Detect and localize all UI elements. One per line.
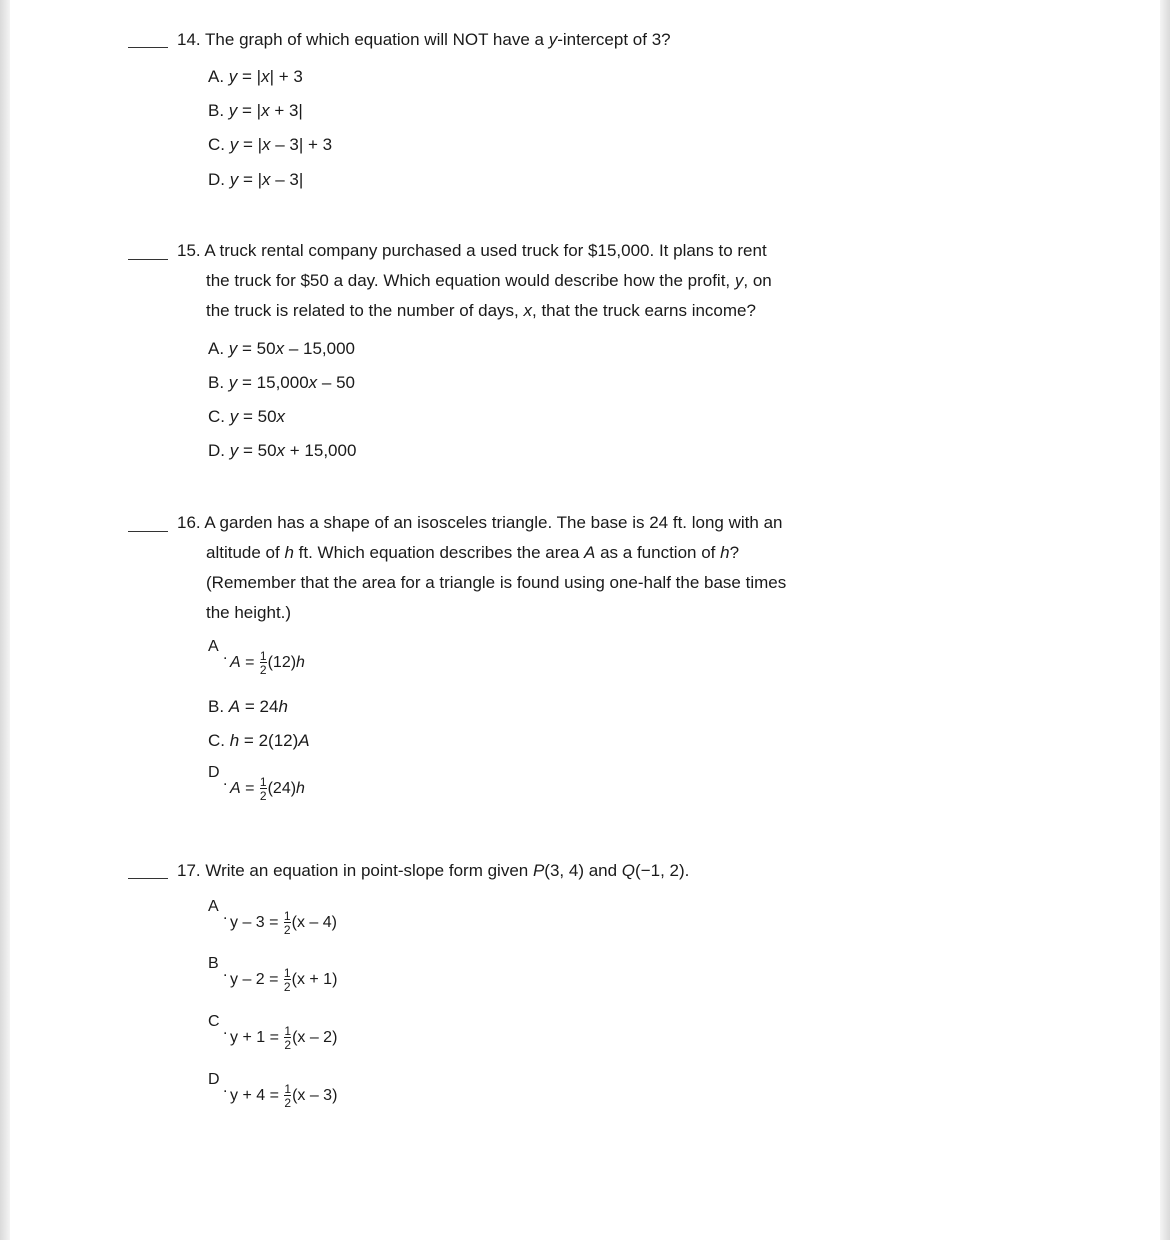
q15-option-b[interactable]: B. y = 15,000x – 50 bbox=[208, 373, 355, 392]
page-edge-left bbox=[0, 0, 10, 1240]
question-15-stem: 15. A truck rental company purchased a used truck for $15,000. It plans to rent the truck for $50 a day. Which equation would describe how the profit, y, on the truck is related to the number of days, x, that the truck earns income? bbox=[177, 241, 772, 320]
answer-blank-15[interactable] bbox=[128, 259, 168, 260]
q15-option-a[interactable]: A. y = 50x – 15,000 bbox=[208, 339, 355, 358]
q15-option-c[interactable]: C. y = 50x bbox=[208, 407, 286, 426]
q16-option-c[interactable]: C. h = 2(12)A bbox=[208, 731, 310, 750]
q16-option-b[interactable]: B. A = 24h bbox=[208, 697, 288, 716]
q14-option-a[interactable]: A. y = |x| + 3 bbox=[208, 67, 303, 86]
q17-option-c[interactable]: C . y + 1 = $\frac{1}{2}$ (x – 2) bbox=[208, 1013, 338, 1052]
q15-option-d[interactable]: D. y = 50x + 15,000 bbox=[208, 441, 357, 460]
question-17-stem: 17. Write an equation in point-slope form given P(3, 4) and Q(−1, 2). bbox=[177, 861, 690, 880]
page-edge-right bbox=[1160, 0, 1170, 1240]
q17-option-d[interactable]: D . y + 4 = $\frac{1}{2}$ (x – 3) bbox=[208, 1071, 338, 1110]
answer-blank-16[interactable] bbox=[128, 531, 168, 532]
q14-option-c[interactable]: C. y = |x – 3| + 3 bbox=[208, 135, 333, 154]
q16-option-a[interactable]: A . A = $\frac{1}{2}$ (12)h bbox=[208, 638, 305, 677]
q17-option-a[interactable]: A . y – 3 = $\frac{1}{2}$ (x – 4) bbox=[208, 898, 337, 937]
q14-option-b[interactable]: B. y = |x + 3| bbox=[208, 101, 303, 120]
question-14-stem: 14. The graph of which equation will NOT have a y-intercept of 3? bbox=[177, 30, 671, 49]
answer-blank-17[interactable] bbox=[128, 878, 168, 879]
q16-option-d[interactable]: D . A = $\frac{1}{2}$ (24)h bbox=[208, 764, 305, 803]
q14-option-d[interactable]: D. y = |x – 3| bbox=[208, 170, 304, 189]
question-16-stem: 16. A garden has a shape of an isosceles triangle. The base is 24 ft. long with an altitude of h ft. Which equation describes the area A as a function of h? (Remember that the area for a triangle is found using one-half the base times the height.) bbox=[177, 513, 787, 622]
q17-option-b[interactable]: B . y – 2 = $\frac{1}{2}$ (x + 1) bbox=[208, 955, 338, 994]
answer-blank-14[interactable] bbox=[128, 47, 168, 48]
